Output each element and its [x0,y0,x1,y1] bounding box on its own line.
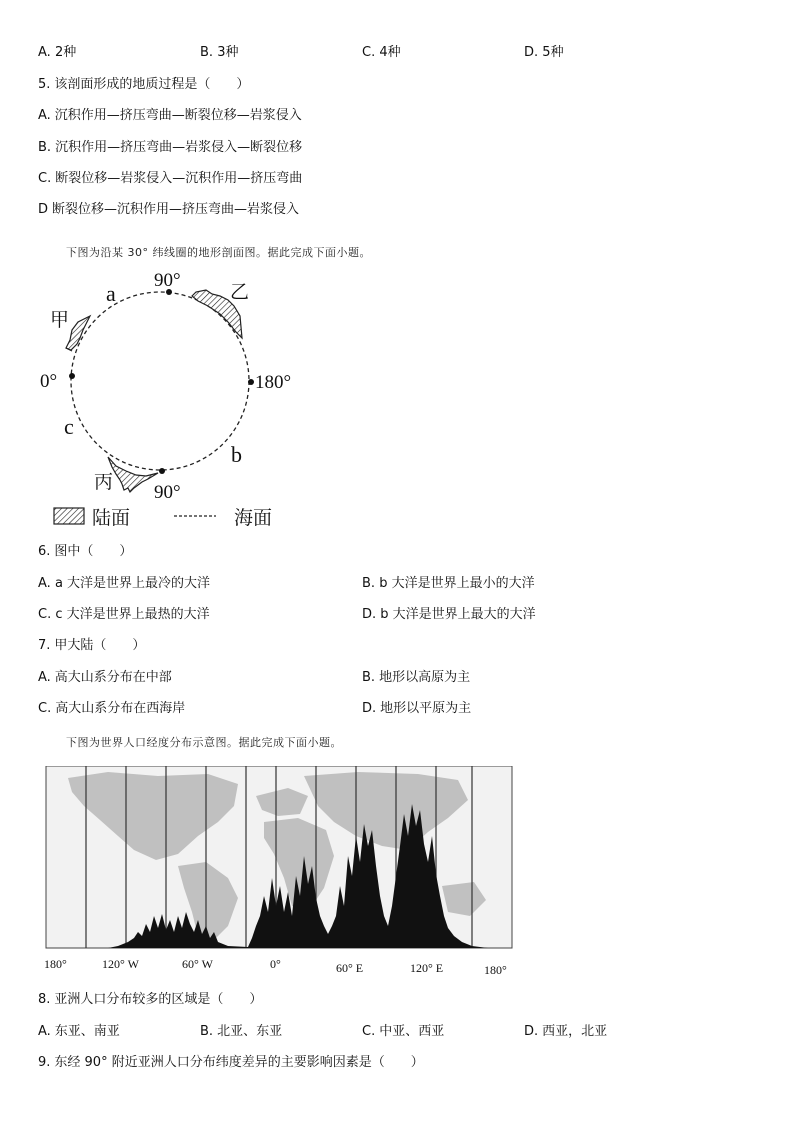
q5-option-d [38,201,299,219]
option-text: 中亚、西亚 [379,1024,445,1039]
legend-land-text: 陆面 [92,507,131,529]
axis-label-60e: 60° E [336,961,364,975]
option-label: B. [362,576,376,591]
ocean-a-label: a [106,281,116,306]
option-label: B. [38,140,52,155]
q4-option-b [200,44,238,62]
q8-option-c [362,1023,444,1041]
option-text: 断裂位移—岩浆侵入—沉积作用—挤压弯曲 [55,171,303,186]
q4-option-c [362,44,401,62]
option-label: D. [362,607,377,622]
q8-stem [38,991,262,1009]
option-text: 高大山系分布在西海岸 [55,701,186,716]
option-label: A. [38,670,51,685]
option-label: B. [200,45,214,60]
option-text: 5种 [542,45,564,60]
question-text: 甲大陆（ ） [54,638,146,653]
option-label: D. [362,701,377,716]
option-label: A. [38,45,51,60]
option-text: 4种 [379,45,401,60]
point-180 [248,379,254,385]
option-label: D [38,202,49,217]
question-number: 5. [38,77,51,92]
q6-option-a [38,575,210,593]
option-text: 北亚、东亚 [217,1024,283,1039]
option-text: 地形以平原为主 [380,701,472,716]
ocean-b-label: b [231,442,242,467]
option-text: 东亚、南亚 [54,1024,120,1039]
q6-option-b [362,575,535,593]
material-intro-2: 下图为世界人口经度分布示意图。据此完成下面小题。 [66,736,342,749]
option-label: C. [362,45,376,60]
option-text: c 大洋是世界上最热的大洋 [55,607,210,622]
q6-option-c [38,606,210,624]
q7-option-b [362,669,470,687]
option-text: 2种 [54,45,77,60]
q5-stem [38,76,249,94]
label-90-bottom: 90° [154,482,181,503]
question-text: 该剖面形成的地质过程是（ ） [54,77,250,92]
option-label: C. [38,607,52,622]
option-label: D. [524,45,539,60]
q7-option-a [38,669,172,687]
question-text: 东经 90° 附近亚洲人口分布纬度差异的主要影响因素是（ ） [54,1055,424,1070]
q8-option-b [200,1023,282,1041]
q5-option-b [38,139,302,157]
option-text: 3种 [217,45,239,60]
continent-bing-label: 丙 [94,471,114,493]
option-label: A. [38,1024,51,1039]
q6-stem [38,543,132,561]
q4-option-d [524,44,564,62]
option-text: b 大洋是世界上最小的大洋 [379,576,535,591]
question-text: 图中（ ） [54,544,133,559]
q8-option-a [38,1023,120,1041]
option-label: B. [362,670,376,685]
continent-jia-label: 甲 [50,309,70,331]
axis-label-180e: 180° [484,963,507,977]
question-number: 8. [38,992,51,1007]
continent-bing-land [108,457,158,492]
option-label: B. [200,1024,214,1039]
option-text: 断裂位移—沉积作用—挤压弯曲—岩浆侵入 [52,202,300,217]
q5-option-a [38,107,302,125]
point-90-bottom [159,468,165,474]
q7-stem [38,637,145,655]
axis-label-120e: 120° E [410,961,444,975]
sea-surface-circle [71,292,249,470]
question-number: 6. [38,544,51,559]
option-text: 西亚，北亚 [542,1024,608,1039]
axis-label-120w: 120° W [102,957,139,971]
latitude-profile-diagram [36,262,336,532]
q7-option-d [362,700,471,718]
continent-yi-label: 乙 [230,281,250,303]
q4-option-a [38,44,76,62]
option-label: A. [38,576,51,591]
label-90-top: 90° [154,270,181,291]
label-0: 0° [40,371,58,392]
legend-land-swatch [54,508,84,524]
option-text: 地形以高原为主 [379,670,471,685]
question-number: 7. [38,638,51,653]
world-population-longitude-map [38,766,520,980]
q5-option-c [38,170,302,188]
option-label: C. [362,1024,376,1039]
axis-label-60w: 60° W [182,957,213,971]
option-text: 高大山系分布在中部 [54,670,172,685]
point-0 [69,373,75,379]
option-label: A. [38,108,51,123]
q9-stem [38,1054,424,1072]
label-180: 180° [255,372,292,393]
option-text: 沉积作用—挤压弯曲—断裂位移—岩浆侵入 [54,108,302,123]
option-label: C. [38,171,52,186]
q6-option-d [362,606,536,624]
legend-sea-text: 海面 [234,507,273,529]
q8-option-d [524,1023,607,1041]
material-intro-1: 下图为沿某 30° 纬线圈的地形剖面图。据此完成下面小题。 [66,246,371,259]
axis-label-0: 0° [270,957,281,971]
option-text: a 大洋是世界上最冷的大洋 [54,576,211,591]
option-label: C. [38,701,52,716]
option-text: 沉积作用—挤压弯曲—岩浆侵入—断裂位移 [55,140,303,155]
option-text: b 大洋是世界上最大的大洋 [380,607,536,622]
ocean-c-label: c [64,414,74,439]
option-label: D. [524,1024,539,1039]
q7-option-c [38,700,185,718]
axis-label-180w: 180° [44,957,67,971]
question-number: 9. [38,1055,51,1070]
question-text: 亚洲人口分布较多的区域是（ ） [54,992,263,1007]
